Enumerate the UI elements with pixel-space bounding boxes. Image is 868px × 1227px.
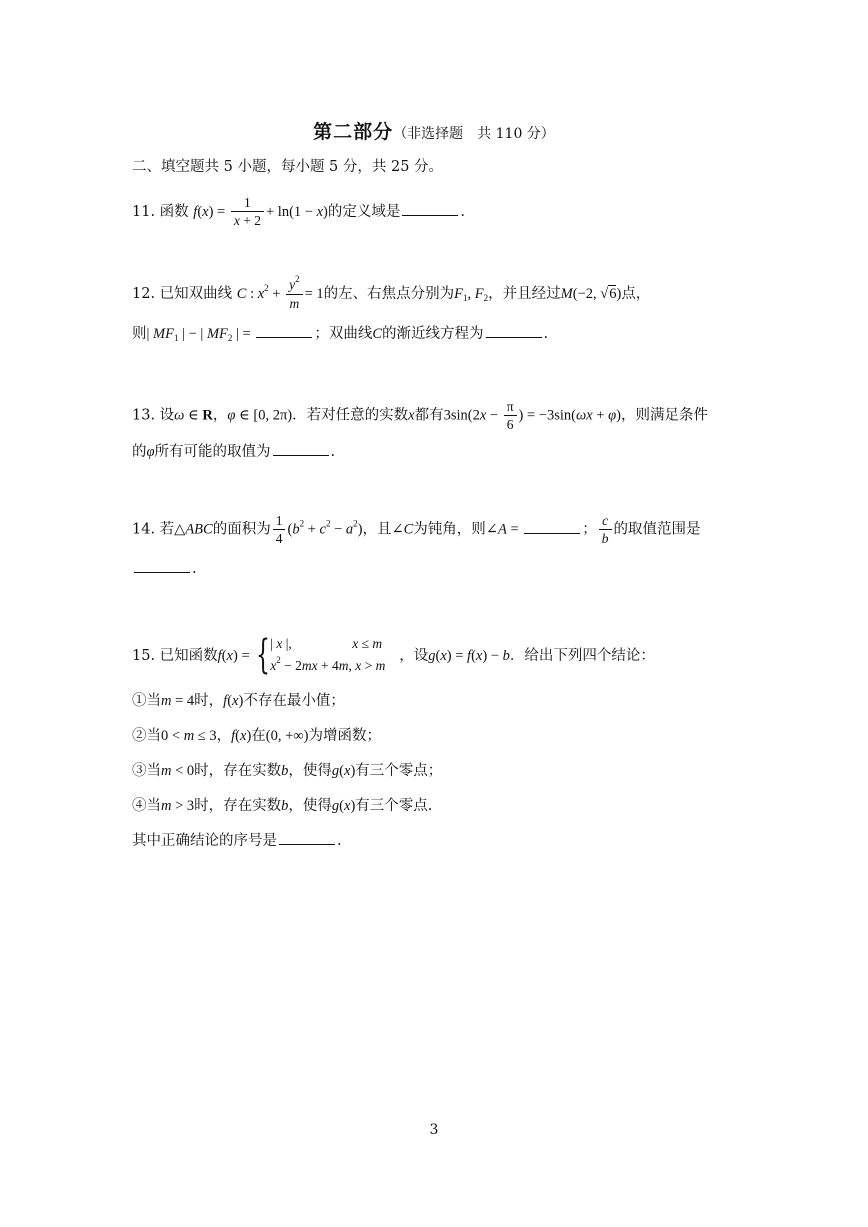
q15-conclusion-3: ③当m < 0时，存在实数b，使得g(x)有三个零点； — [132, 763, 443, 779]
q11-fraction: $\frac{1}{x + 2}$ — [231, 194, 264, 230]
part-title — [0, 117, 868, 144]
q13-number: 13. — [132, 407, 156, 424]
q11-answer-blank[interactable] — [402, 201, 458, 216]
q12-number: 12. — [132, 286, 156, 302]
q11-text: 函数 — [159, 204, 189, 220]
q15-conclusion-1: ①当m = 4时，f(x)不存在最小值； — [132, 693, 345, 709]
page-number: 3 — [429, 1122, 439, 1138]
q12-answer-blank-1[interactable] — [256, 323, 312, 338]
question-12-line-2: 则| $MF_1$ | − | $MF_2$ | = ；双曲线C的渐近线方程为 . — [132, 322, 548, 346]
q14-answer-blank-1[interactable] — [524, 519, 580, 534]
question-12: 12. 已知双曲线 C : $x^2$ + $\frac{y^2}{m}$ = 1的左、右焦点分别为$F_1$, $F_2$，并且经过M(−2, √6)点， — [132, 274, 651, 311]
part-title-sub: （非选择题 共 110 分） — [393, 126, 555, 142]
q11-number: 11. — [132, 204, 156, 220]
question-13-line-2: 的φ所有可能的取值为 . — [132, 440, 335, 464]
q15-piecewise: { | x |, x ≤ m $x^2 - 2mx + 4m$, x > m — [256, 632, 386, 678]
q15-conclusion-4: ④当m > 3时，存在实数b，使得g(x)有三个零点. — [132, 798, 433, 814]
question-11: 11. 函数 f(x) = $\frac{1}{x + 2}$ + ln(1 − x)的定义域是 . — [132, 195, 465, 228]
q14-number: 14. — [132, 521, 156, 538]
question-13: 13. 设ω ∈ R，φ ∈ [0, 2π)．若对任意的实数x都有3sin(2x − $\frac{\pi}{6}$ ) = −3sin(ωx + φ)，则满足条件 — [132, 399, 708, 432]
part-title-main: 第二部分 — [313, 121, 394, 143]
question-15: 15. 已知函数f(x) = { | x |, x ≤ m $x^2 - 2mx + 4m$, x > m ，设g(x) = f(x) − b．给出下列四个结论： — [132, 632, 655, 678]
question-14-line-2: . — [132, 557, 197, 581]
q12-hyperbola: C — [236, 286, 247, 302]
q11-formula: f — [193, 204, 198, 220]
q15-conclusion-2: ②当0 < m ≤ 3，f(x)在(0, +∞)为增函数； — [132, 728, 381, 744]
q12-answer-blank-2[interactable] — [486, 323, 542, 338]
q15-number: 15. — [132, 648, 156, 664]
q13-answer-blank[interactable] — [273, 441, 329, 456]
q15-final-prompt: 其中正确结论的序号是 . — [132, 829, 342, 853]
section-heading: 二、填空题共 5 小题，每小题 5 分，共 25 分。 — [132, 159, 444, 175]
question-14: 14. 若△ABC的面积为 $\frac{1}{4}$ $(b^2 + c^2 - a^2)$，且∠C为钝角，则∠A = ； $\frac{c}{b}$ 的取值范围是 — [132, 513, 701, 546]
q15-answer-blank[interactable] — [279, 830, 335, 845]
q14-answer-blank-2[interactable] — [134, 558, 190, 573]
